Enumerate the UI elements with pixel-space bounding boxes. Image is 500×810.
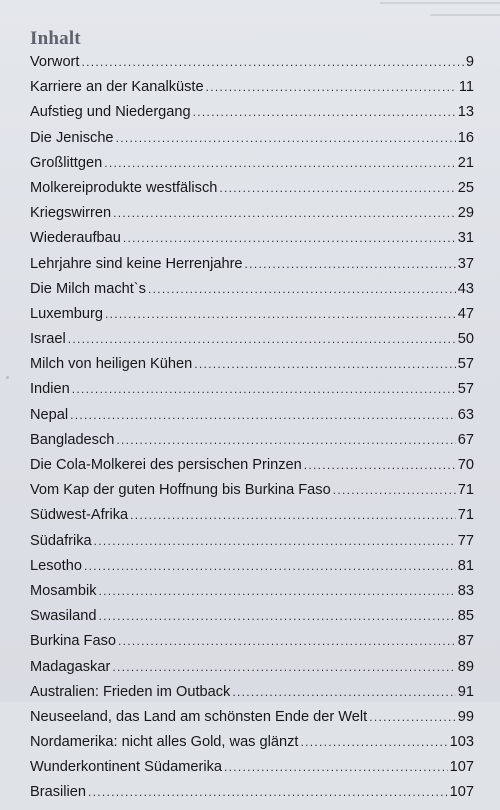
dot-leader [105, 307, 456, 321]
toc-entry-page-number: 67 [457, 431, 474, 448]
toc-entry [30, 281, 474, 306]
toc-entry-page-number: 21 [457, 154, 474, 171]
dot-leader [94, 534, 456, 548]
dot-leader [99, 609, 456, 623]
dot-leader [113, 206, 456, 220]
toc-entry [30, 54, 474, 79]
dot-leader [112, 660, 455, 674]
toc-entry [30, 79, 474, 104]
toc-entry [30, 583, 474, 608]
toc-entry-title: Südafrika [30, 532, 92, 549]
toc-entry-page-number: 43 [457, 280, 474, 297]
toc-entry-page-number: 57 [457, 381, 474, 398]
toc-entry-page-number: 71 [457, 482, 474, 499]
dot-leader [206, 80, 457, 94]
toc-entry-page-number: 107 [449, 784, 474, 801]
toc-entry [30, 306, 474, 331]
toc-entry-title: Aufstieg und Niedergang [30, 104, 191, 121]
toc-entry [30, 356, 474, 381]
dot-leader [219, 181, 455, 195]
dot-leader [123, 231, 456, 245]
toc-entry-page-number: 9 [465, 54, 474, 70]
page-title: Inhalt [30, 28, 81, 49]
toc-entry [30, 331, 474, 356]
toc-entry-title: Mosambik [30, 582, 97, 599]
toc-entry-page-number: 25 [457, 179, 474, 196]
toc-entry-title: Die Cola-Molkerei des persischen Prinzen [30, 457, 302, 473]
dot-leader [304, 458, 456, 472]
show-through-rule [380, 2, 500, 4]
dot-leader [333, 483, 456, 497]
toc-entry-title: Kriegswirren [30, 205, 112, 222]
dot-leader [369, 710, 456, 724]
toc-entry-title: Bangladesch [30, 431, 115, 448]
toc-entry-page-number: 31 [457, 230, 474, 247]
toc-entry [30, 684, 474, 709]
toc-entry-page-number: 11 [458, 79, 474, 96]
dot-leader [72, 382, 456, 396]
dot-leader [104, 156, 456, 170]
dot-leader [300, 735, 447, 749]
toc-entry-title: Lehrjahre sind keine Herrenjahre [30, 255, 243, 272]
toc-entry-title: Swasiland [30, 608, 97, 625]
toc-entry-page-number: 103 [449, 734, 474, 751]
toc-entry-title: Karriere an der Kanalküste [30, 79, 204, 96]
toc-entry [30, 407, 474, 432]
toc-entry-title: Israel [30, 331, 66, 348]
toc-entry [30, 180, 474, 205]
paper-speck [6, 376, 9, 379]
toc-entry-title: Lesotho [30, 557, 82, 574]
toc-entry-page-number: 77 [457, 532, 474, 549]
dot-leader [88, 785, 448, 799]
toc-entry-page-number: 70 [457, 457, 474, 473]
toc-entry-title: Vorwort [30, 54, 80, 70]
toc-entry-page-number: 47 [457, 305, 474, 322]
dot-leader [99, 584, 456, 598]
toc-entry [30, 533, 474, 558]
toc-entry-title: Molkereiprodukte westfälisch [30, 179, 218, 196]
toc-entry-page-number: 37 [457, 255, 474, 272]
toc-entry-page-number: 57 [457, 356, 474, 373]
dot-leader [193, 105, 456, 119]
toc-entry-title: Brasilien [30, 784, 86, 801]
dot-leader [232, 685, 455, 699]
toc-entry [30, 432, 474, 457]
toc-entry-page-number: 89 [457, 658, 474, 675]
toc-entry-title: Neuseeland, das Land am schönsten Ende der Welt [30, 708, 368, 725]
toc-entry-title: Die Milch macht`s [30, 280, 146, 297]
toc-entry-page-number: 99 [457, 708, 474, 725]
toc-entry [30, 784, 474, 809]
toc-entry-title: Wunderkontinent Südamerika [30, 759, 222, 776]
toc-entry-page-number: 81 [457, 557, 474, 574]
dot-leader [81, 55, 463, 69]
toc-entry-title: Indien [30, 381, 70, 398]
dot-leader [116, 433, 455, 447]
toc-entry [30, 205, 474, 230]
toc-entry-page-number: 63 [457, 406, 474, 423]
toc-entry [30, 507, 474, 532]
toc-entry-page-number: 83 [457, 582, 474, 599]
toc-entry [30, 381, 474, 406]
toc-entry [30, 759, 474, 784]
toc-entry [30, 230, 474, 255]
toc-entry-title: Madagaskar [30, 658, 111, 675]
dot-leader [245, 257, 456, 271]
dot-leader [130, 508, 456, 522]
dot-leader [148, 282, 456, 296]
toc-entry-page-number: 107 [449, 759, 474, 776]
toc-entry-page-number: 91 [457, 683, 474, 700]
show-through-rule [430, 14, 500, 16]
toc-entry [30, 457, 474, 482]
toc-entry [30, 256, 474, 281]
dot-leader [68, 332, 456, 346]
toc-entry-page-number: 85 [457, 608, 474, 625]
toc-entry-page-number: 71 [457, 507, 474, 524]
toc-entry-page-number: 50 [457, 331, 474, 348]
toc-entry-title: Südwest-Afrika [30, 507, 129, 524]
toc-entry [30, 104, 474, 129]
dot-leader [70, 408, 456, 422]
dot-leader [116, 131, 456, 145]
toc-entry-title: Die Jenische [30, 129, 114, 146]
toc-entry-title: Luxemburg [30, 305, 104, 322]
toc-entry [30, 659, 474, 684]
dot-leader [118, 634, 456, 648]
toc-entry-title: Burkina Faso [30, 633, 116, 650]
toc-entry-page-number: 13 [457, 104, 474, 121]
toc-entry-title: Vom Kap der guten Hoffnung bis Burkina Faso [30, 482, 331, 499]
toc-entry-page-number: 87 [457, 633, 474, 650]
table-of-contents [30, 54, 474, 810]
toc-entry-title: Wiederaufbau [30, 230, 121, 247]
toc-entry-title: Nepal [30, 406, 69, 423]
toc-entry-title: Milch von heiligen Kühen [30, 356, 193, 373]
toc-entry-page-number: 16 [457, 129, 474, 146]
toc-entry [30, 633, 474, 658]
toc-entry-title: Australien: Frieden im Outback [30, 683, 231, 700]
toc-entry [30, 709, 474, 734]
toc-entry [30, 130, 474, 155]
toc-entry [30, 734, 474, 759]
toc-entry-page-number: 29 [457, 205, 474, 222]
toc-entry-title: Großlittgen [30, 154, 103, 171]
toc-entry [30, 155, 474, 180]
toc-entry [30, 608, 474, 633]
toc-entry-title: Nordamerika: nicht alles Gold, was glänzt [30, 734, 299, 751]
dot-leader [224, 760, 448, 774]
toc-entry [30, 558, 474, 583]
toc-entry [30, 482, 474, 507]
dot-leader [194, 357, 456, 371]
dot-leader [84, 559, 456, 573]
